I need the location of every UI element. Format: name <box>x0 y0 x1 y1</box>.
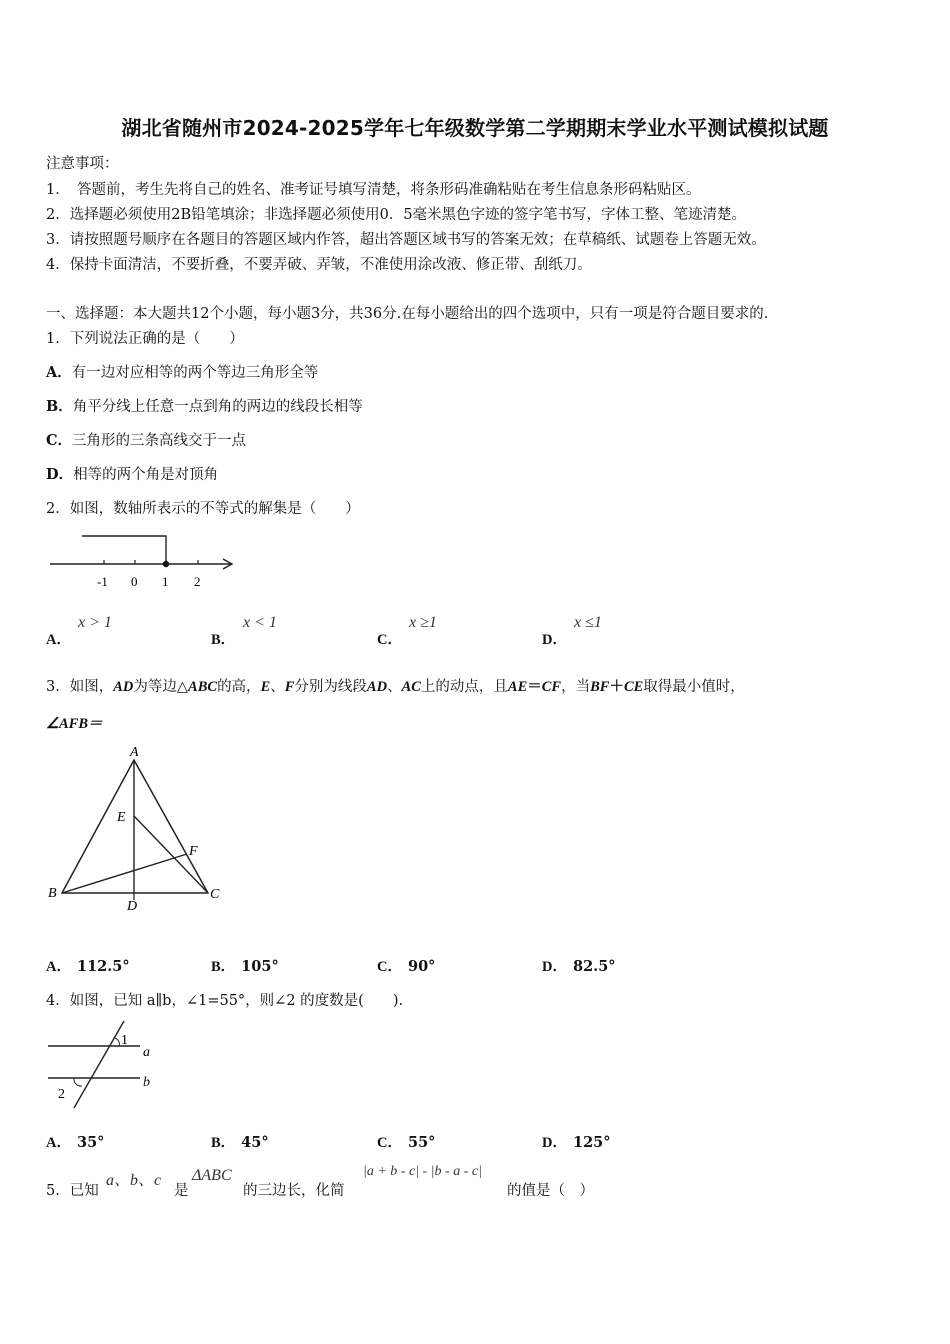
option-text: 90° <box>407 958 436 975</box>
stem-text: ＋ <box>609 678 624 695</box>
q4-stem: 4．如图，已知 a∥b，∠1=55°，则∠2 的度数是( ). <box>46 993 404 1009</box>
stem-var: AD <box>366 679 388 695</box>
option-label: A． <box>46 632 71 648</box>
q2-option-a-value: x > 1 <box>78 614 112 631</box>
stem-var: CE <box>623 679 644 695</box>
option-label: D． <box>542 959 567 975</box>
label-a: A <box>130 745 139 760</box>
label-e: E <box>117 810 126 825</box>
option-text: 35° <box>76 1134 105 1151</box>
q4-option-d <box>542 1131 611 1152</box>
q2-stem: 2．如图，数轴所表示的不等式的解集是（ ） <box>46 501 360 517</box>
q2-option-c-value: x ≥1 <box>409 614 437 631</box>
stem-text: 、 <box>387 679 402 695</box>
axis-label-minus1: -1 <box>97 574 108 589</box>
q5-mid1: 是 <box>174 1183 189 1199</box>
stem-text: 、 <box>270 679 285 695</box>
q3-option-c <box>377 955 435 976</box>
q2-option-c-label <box>377 628 408 649</box>
notice-item-4: 4．保持卡面清洁，不要折叠，不要弄破、弄皱，不准使用涂改液、修正带、刮纸刀。 <box>46 257 592 273</box>
notice-item-2: 2．选择题必须使用2B铅笔填涂；非选择题必须使用0．5毫米黑色字迹的签字笔书写，字体工整、笔迹清楚。 <box>46 207 747 223</box>
q2-option-a-label <box>46 628 77 649</box>
label-angle-2: 2 <box>58 1087 65 1102</box>
q3-stem <box>46 675 745 696</box>
q4-option-c <box>377 1131 435 1152</box>
option-label: A． <box>46 959 71 975</box>
axis-label-2: 2 <box>194 574 201 589</box>
label-b: B <box>48 886 57 901</box>
stem-var: E <box>260 679 271 695</box>
label-angle-1: 1 <box>121 1033 128 1048</box>
stem-text: ，当 <box>561 679 591 695</box>
stem-var: BF <box>590 679 610 695</box>
notice-heading: 注意事项： <box>46 156 119 172</box>
label-line-b: b <box>143 1075 150 1090</box>
q4-option-b <box>211 1131 269 1152</box>
option-label: B． <box>211 1135 236 1151</box>
q5-triangle: ΔABC <box>192 1167 232 1184</box>
label-c: C <box>210 887 220 902</box>
axis-label-0: 0 <box>131 574 138 589</box>
stem-var: AC <box>401 679 421 695</box>
number-line-figure <box>46 530 246 592</box>
option-text: 112.5° <box>76 958 130 975</box>
page-title: 湖北省随州市2024-2025学年七年级数学第二学期期末学业水平测试模拟试题 <box>121 116 829 140</box>
option-text: 角平分线上任意一点到角的两边的线段长相等 <box>72 399 363 415</box>
option-text: 三角形的三条高线交于一点 <box>72 433 247 449</box>
notice-item-3: 3．请按照题号顺序在各题目的答题区域内作答，超出答题区域书写的答案无效；在草稿纸、试题卷上答题无效。 <box>46 232 766 248</box>
angle-1-arc <box>114 1038 119 1046</box>
q1-option-b <box>46 395 363 416</box>
option-label: C． <box>377 632 402 648</box>
stem-var: AE <box>507 679 528 695</box>
option-text: 105° <box>241 958 279 975</box>
solution-bracket <box>82 536 166 564</box>
q4-option-a <box>46 1131 104 1152</box>
q5-vars: a、b、c <box>106 1172 162 1189</box>
q1-stem: 1．下列说法正确的是（ ） <box>46 331 244 347</box>
option-label: D． <box>46 466 74 483</box>
stem-var: CF <box>541 679 562 695</box>
q2-option-b-label <box>211 628 241 649</box>
q3-option-d <box>542 955 616 976</box>
option-label: D． <box>542 632 567 648</box>
stem-var: F <box>284 679 295 695</box>
q5-expression: |a + b - c| - |b - a - c| <box>363 1164 482 1179</box>
option-label: D． <box>542 1135 567 1151</box>
triangle-abc <box>62 760 208 893</box>
option-label: B． <box>211 959 236 975</box>
q3-option-a <box>46 955 130 976</box>
label-d: D <box>127 899 138 912</box>
option-text: 45° <box>241 1134 269 1151</box>
q2-option-d-label <box>542 628 573 649</box>
q5-mid2: 的三边长，化简 <box>243 1183 345 1199</box>
stem-text: ＝ <box>527 678 542 695</box>
option-text: 相等的两个角是对顶角 <box>73 467 219 483</box>
stem-text: 取得最小值时， <box>643 679 745 695</box>
transversal <box>74 1021 124 1108</box>
q1-option-c <box>46 429 246 450</box>
section-heading: 一、选择题：本大题共12个小题，每小题3分，共36分.在每小题给出的四个选项中，只有一项是符合题目要求的. <box>46 306 769 322</box>
option-label: C． <box>377 1135 402 1151</box>
triangle-figure <box>44 740 234 912</box>
option-label: A． <box>46 364 72 381</box>
stem-text: 上的动点，且 <box>420 679 508 695</box>
q2-option-d-value: x ≤1 <box>574 614 602 631</box>
solid-point <box>163 561 169 567</box>
option-text: 55° <box>407 1134 436 1151</box>
q5-prefix: 5．已知 <box>46 1183 99 1199</box>
label-f: F <box>189 844 198 859</box>
option-text: 125° <box>572 1134 611 1151</box>
label-line-a: a <box>143 1045 150 1060</box>
stem-text: 的高， <box>217 679 261 695</box>
axis-label-1: 1 <box>162 574 169 589</box>
q3-option-b <box>211 955 279 976</box>
q2-option-b-value: x < 1 <box>243 614 277 631</box>
parallel-lines-figure <box>44 1018 164 1110</box>
option-label: B． <box>211 632 236 648</box>
angle-2-arc <box>74 1078 82 1086</box>
stem-text: 为等边△ <box>133 679 189 695</box>
stem-text: 分别为线段 <box>294 679 367 695</box>
q1-option-d <box>46 463 218 484</box>
option-label: C． <box>46 432 73 449</box>
option-label: C． <box>377 959 402 975</box>
q5-suffix: 的值是（ ） <box>507 1183 594 1199</box>
option-text: 82.5° <box>572 958 616 975</box>
option-label: B． <box>46 398 73 415</box>
stem-text: 3．如图， <box>46 679 114 695</box>
option-label: A． <box>46 1135 71 1151</box>
stem-var: AD <box>113 679 134 695</box>
notice-item-1: 1． 答题前，考生先将自己的姓名、准考证号填写清楚，将条形码准确粘贴在考生信息条形码粘贴区。 <box>46 182 701 198</box>
option-text: 有一边对应相等的两个等边三角形全等 <box>71 365 319 381</box>
stem-var: ABC <box>188 679 218 695</box>
q3-stem-line2: ∠AFB＝ <box>46 716 103 732</box>
q1-option-a <box>46 361 318 382</box>
